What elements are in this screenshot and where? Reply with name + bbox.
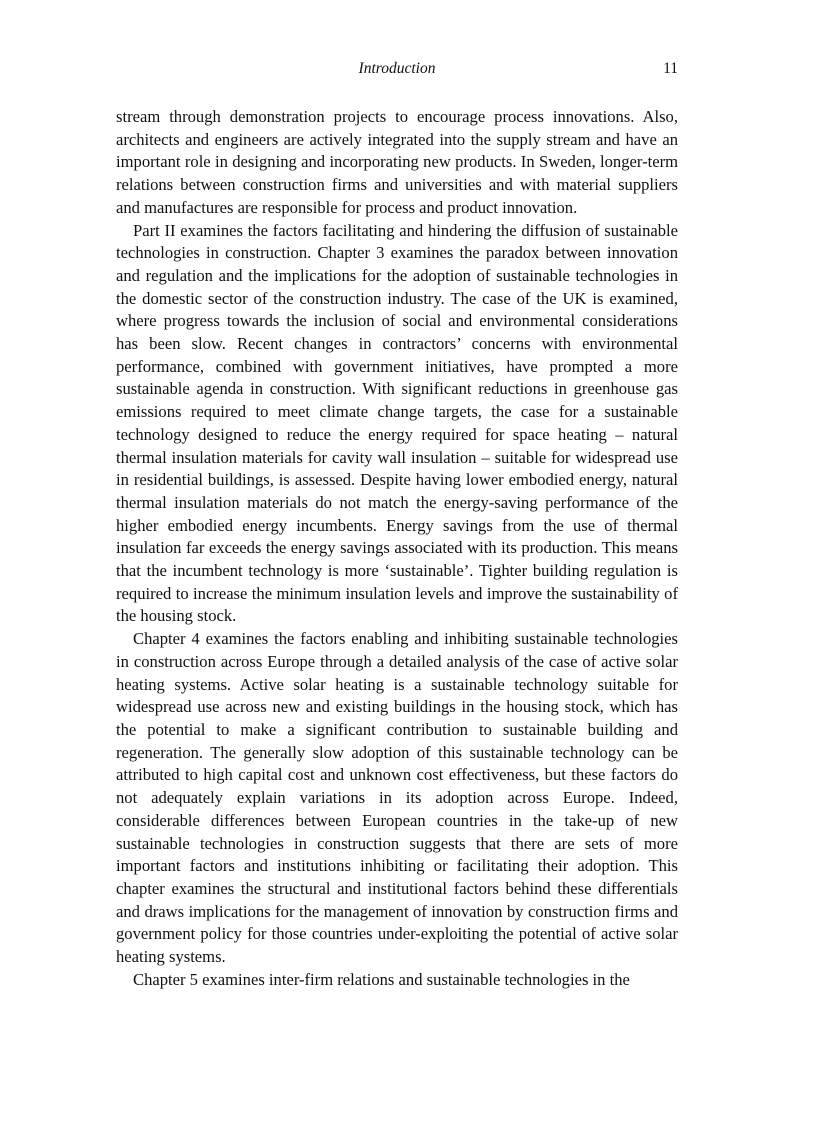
paragraph-chapter-four: Chapter 4 examines the factors enabling and inhibiting sustainable technologies in construction across Europe through a detailed analysis of the case of active solar heating systems. Active solar heating is a sustainable technology suitable for widespread use across new and existing buildings in the housing stock, which has the potential to make a significant contribution to sustainable building and regeneration. The generally slow adoption of this sustainable technology can be attributed to high capital cost and unknown cost effectiveness, but these factors do not adequately explain variations in its adoption across Europe. Indeed, considerable differences between European countries in the take-up of new sustainable technologies in construction suggests that there are sets of more important factors and institutions inhibiting or facilitating their adoption. This chapter examines the structural and institutional factors behind these differentials and draws implications for the management of innovation by construction firms and government policy for those countries under-exploiting the potential of active solar heating systems. (116, 629, 678, 967)
paragraph-chapter-five: Chapter 5 examines inter-firm relations and sustainable technologies in the (133, 969, 630, 989)
running-header (116, 60, 678, 84)
paragraph-part-two: Part II examines the factors facilitating and hindering the diffusion of sustainable technologies in construction. Chapter 3 examines the paradox between innovation and regulation and the implications for the adoption of sustainable technologies in the domestic sector of the construction industry. The case of the UK is examined, where progress towards the inclusion of social and environmental considerations has been slow. Recent changes in contractors’ concerns with environmental performance, combined with government initiatives, have prompted a more sustainable agenda in construction. With significant reductions in greenhouse gas emissions required to meet climate change targets, the case for a sustainable technology designed to reduce the energy required for space heating – natural thermal insulation materials for cavity wall insulation – suitable for widespread use in residential buildings, is assessed. Despite having lower embodied energy, natural thermal insulation materials do not match the energy-saving performance of the higher embodied energy incumbents. Energy savings from the use of thermal insulation far exceeds the energy savings associated with its production. This means that the incumbent technology is more ‘sustainable’. Tighter building regulation is required to increase the minimum insulation levels and improve the sustainability of the housing stock. (116, 220, 678, 626)
paragraph-continued: stream through demonstration projects to encourage process innovations. Also, architects and engineers are actively integrated into the supply stream and have an important role in designing and incorporating new products. In Sweden, longer-term relations between construction firms and universities and with material suppliers and manufactures are responsible for process and product innovation. (116, 107, 678, 217)
page-number: 11 (663, 60, 678, 77)
running-title: Introduction (358, 60, 436, 77)
body-text (116, 106, 678, 991)
